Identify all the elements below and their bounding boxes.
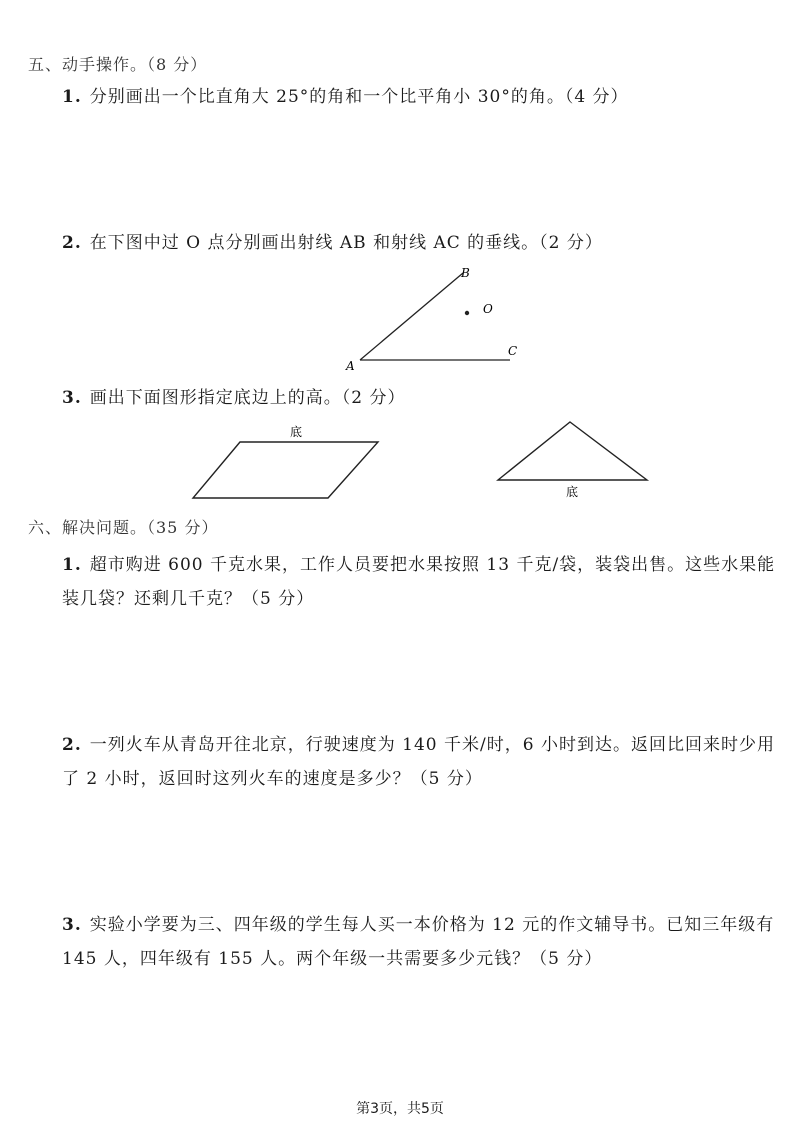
triangle [498, 422, 647, 480]
label-b: B [461, 266, 470, 280]
page-footer: 第3页，共5页 [356, 1101, 444, 1117]
parallelogram [193, 442, 378, 498]
question-6-2 [62, 728, 782, 796]
question-number: 3. [62, 388, 82, 408]
question-6-1 [62, 548, 782, 616]
question-5-2 [62, 226, 782, 260]
question-5-1 [62, 80, 782, 114]
question-number: 2. [62, 735, 82, 755]
question-number: 2. [62, 233, 82, 253]
parallelogram-base-label: 底 [289, 425, 303, 439]
point-o [465, 311, 469, 315]
question-number: 1. [62, 87, 82, 107]
question-text: 在下图中过 O 点分别画出射线 AB 和射线 AC 的垂线。（2 分） [89, 233, 603, 253]
question-text: 画出下面图形指定底边上的高。（2 分） [89, 388, 406, 408]
label-c: C [508, 344, 518, 358]
triangle-base-label: 底 [565, 485, 579, 499]
triangle-figure [492, 416, 652, 502]
ray-ab [360, 273, 463, 360]
question-number: 1. [62, 555, 82, 575]
label-o: O [483, 302, 493, 316]
rays-figure [330, 258, 540, 374]
section-5-title: 五、动手操作。（8 分） [28, 55, 208, 74]
section-6-title: 六、解决问题。（35 分） [28, 518, 219, 537]
question-text: 分别画出一个比直角大 25°的角和一个比平角小 30°的角。（4 分） [89, 87, 629, 107]
question-5-3 [62, 381, 782, 415]
question-number: 3. [62, 915, 82, 935]
question-6-3 [62, 908, 782, 976]
question-text: 实验小学要为三、四年级的学生每人买一本价格为 12 元的作文辅导书。已知三年级有 145 人，四年级有 155 人。两个年级一共需要多少元钱？（5 分） [62, 915, 775, 969]
question-text: 一列火车从青岛开往北京，行驶速度为 140 千米/时，6 小时到达。返回比回来时少用了 2 小时，返回时这列火车的速度是多少？（5 分） [62, 735, 775, 789]
parallelogram-figure [190, 420, 390, 502]
label-a: A [346, 359, 355, 373]
question-text: 超市购进 600 千克水果，工作人员要把水果按照 13 千克/袋，装袋出售。这些水果能装几袋？还剩几千克？（5 分） [62, 555, 776, 609]
